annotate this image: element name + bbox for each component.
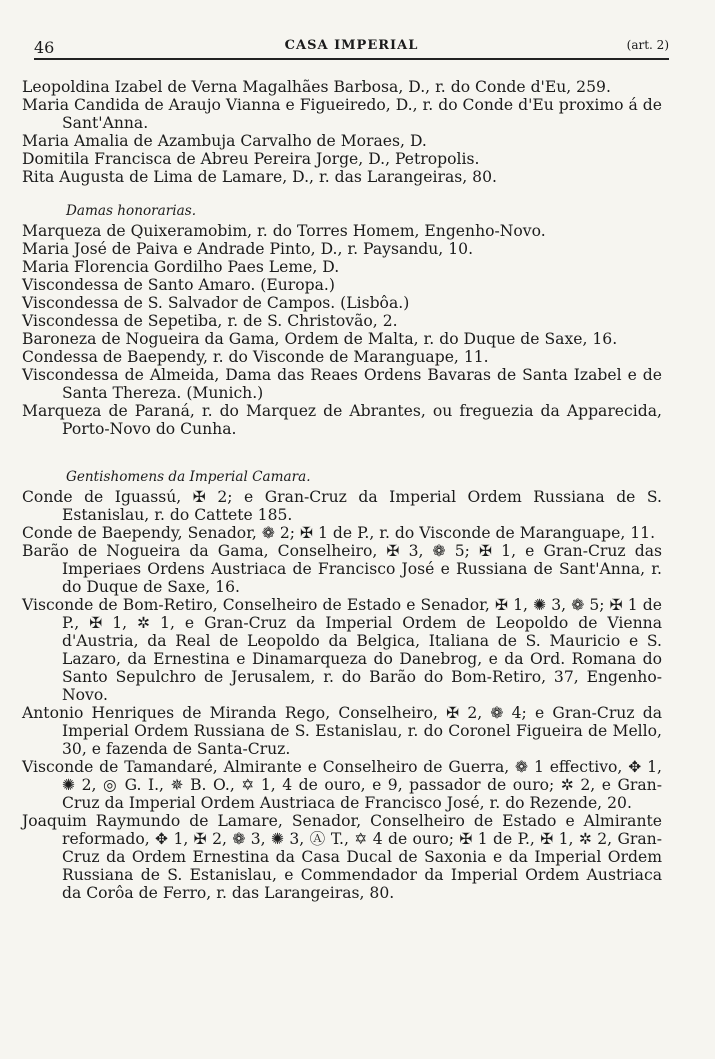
entry: Conde de Baependy, Senador, ❁ 2; ✠ 1 de P., r. do Visconde de Maranguape, 11.: [22, 524, 656, 542]
entry: Marqueza de Paraná, r. do Marquez de Abrantes, ou freguezia da Apparecida, Porto-Novo do Cunha.: [22, 402, 662, 438]
entry: Marqueza de Quixeramobim, r. do Torres Homem, Engenho-Novo.: [22, 222, 546, 240]
entry: Viscondessa de Santo Amaro. (Europa.): [22, 276, 335, 294]
entry: Visconde de Bom-Retiro, Conselheiro de Estado e Senador, ✠ 1, ✺ 3, ❁ 5; ✠ 1 de P., ✠ 1, ✲ 1, e Gran-Cruz da Imperial Ordem de Leopoldo de Vienna d'Austria, da Real de Leopoldo da Belgica, Italiana de S. Mauricio e S. Lazaro, da Ernestina e Dinamarqueza do Danebrog, e da Ord. Romana do Santo Sepulchro de Jerusalem, r. do Barão do Bom-Retiro, 37, Engenho-Novo.: [22, 596, 662, 704]
spacer: [22, 438, 662, 452]
entry: Maria Candida de Araujo Vianna e Figueiredo, D., r. do Conde d'Eu proximo á de Sant'Anna.: [22, 96, 662, 132]
entry: Maria José de Paiva e Andrade Pinto, D., r. Paysandu, 10.: [22, 240, 474, 258]
entry: Viscondessa de S. Salvador de Campos. (Lisbôa.): [22, 294, 410, 312]
entry: Joaquim Raymundo de Lamare, Senador, Conselheiro de Estado e Almirante reformado, ✥ 1, ✠ 2, ❁ 3, ✺ 3, Ⓐ T., ✡ 4 de ouro; ✠ 1 de P., ✠ 1, ✲ 2, Gran-Cruz da Ordem Ernestina da Casa Ducal de Saxonia e da Imperial Ordem Russiana de S. Estanislau, e Commendador da Imperial Ordem Austriaca da Corôa de Ferro, r. das Larangeiras, 80.: [22, 812, 662, 902]
entry: Barão de Nogueira da Gama, Conselheiro, ✠ 3, ❁ 5; ✠ 1, e Gran-Cruz das Imperiaes Ordens Austriaca de Francisco José e Russiana de Sant'Anna, r. do Duque de Saxe, 16.: [22, 542, 662, 596]
entry: Rita Augusta de Lima de Lamare, D., r. das Larangeiras, 80.: [22, 168, 497, 186]
entry: Visconde de Tamandaré, Almirante e Conselheiro de Guerra, ❁ 1 effectivo, ✥ 1, ✺ 2, ◎ G. I., ✵ B. O., ✡ 1, 4 de ouro, e 9, passador de ouro; ✲ 2, e Gran-Cruz da Imperial Ordem Austriaca de Francisco José, r. do Rezende, 20.: [22, 758, 662, 812]
entry: Leopoldina Izabel de Verna Magalhães Barbosa, D., r. do Conde d'Eu, 259.: [22, 78, 611, 96]
entry: Baroneza de Nogueira da Gama, Ordem de Malta, r. do Duque de Saxe, 16.: [22, 330, 618, 348]
entry: Antonio Henriques de Miranda Rego, Conselheiro, ✠ 2, ❁ 4; e Gran-Cruz da Imperial Ordem Russiana de S. Estanislau, r. do Coronel Figueira de Mello, 30, e fazenda de Santa-Cruz.: [22, 704, 662, 758]
entry: Domitila Francisca de Abreu Pereira Jorge, D., Petropolis.: [22, 150, 480, 168]
section-heading-gentishomens: Gentishomens da Imperial Camara.: [66, 469, 311, 485]
page-body: [22, 78, 662, 902]
entry: Maria Florencia Gordilho Paes Leme, D.: [22, 258, 340, 276]
page-header: [34, 34, 669, 60]
running-title: CASA IMPERIAL: [284, 38, 419, 53]
entry: Viscondessa de Almeida, Dama das Reaes Ordens Bavaras de Santa Izabel e de Santa Thereza. (Munich.): [22, 366, 662, 402]
entry: Maria Amalia de Azambuja Carvalho de Moraes, D.: [22, 132, 427, 150]
entry: Conde de Iguassú, ✠ 2; e Gran-Cruz da Imperial Ordem Russiana de S. Estanislau, r. do Cattete 185.: [22, 488, 662, 524]
section-heading-damas: Damas honorarias.: [66, 203, 197, 219]
article-ref: (art. 2): [626, 38, 669, 52]
entry: Viscondessa de Sepetiba, r. de S. Christovão, 2.: [22, 312, 398, 330]
entry: Condessa de Baependy, r. do Visconde de Maranguape, 11.: [22, 348, 489, 366]
page-number: 46: [34, 38, 55, 57]
